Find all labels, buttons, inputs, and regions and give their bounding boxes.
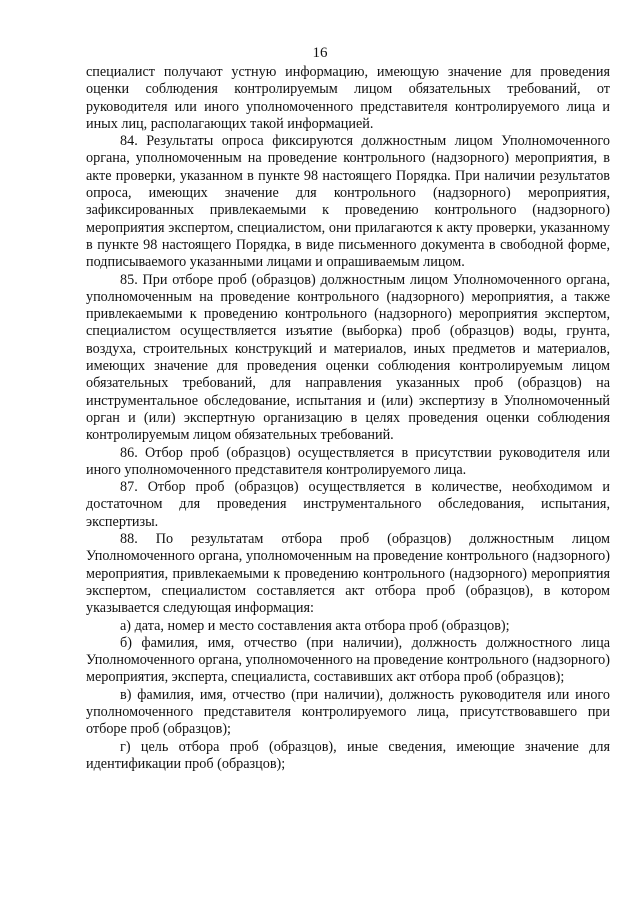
paragraph-84: 84. Результаты опроса фиксируются должностным лицом Уполномоченного органа, уполномоченным на проведение контрольного (надзорного) мероприятия, в акте проверки, указанном в пункте 98 настоящего Порядка. При наличии результатов опроса, имеющих значение для контрольного (надзорного) мероприятия, зафиксированных привлекаемыми к проведению контрольного (надзорного) мероприятия экспертом, специалистом, они прилагаются к акту проверки, указанному в пункте 98 настоящего Порядка, в виде письменного документа в свободной форме, подписываемого указанными лицами и опрашиваемым лицом. bbox=[86, 133, 610, 271]
paragraph-86: 86. Отбор проб (образцов) осуществляется в присутствии руководителя или иного уполномоченного представителя контролируемого лица. bbox=[86, 444, 610, 478]
paragraph-88-item-b: б) фамилия, имя, отчество (при наличии), должность должностного лица Уполномоченного органа, уполномоченного на проведение контрольного (надзорного) мероприятия, эксперта, специалиста, составивших акт отбора проб (образцов); bbox=[86, 634, 610, 686]
paragraph-continuation: специалист получают устную информацию, имеющую значение для проведения оценки соблюдения контролируемым лицом обязательных требований, от руководителя или иного уполномоченного представителя контролируемого лица и иных лиц, располагающих такой информацией. bbox=[86, 64, 610, 132]
paragraph-87: 87. Отбор проб (образцов) осуществляется в количестве, необходимом и достаточном для проведения инструментального обследования, испытания, экспертизы. bbox=[86, 479, 610, 530]
paragraph-88-item-a: а) дата, номер и место составления акта отбора проб (образцов); bbox=[120, 617, 510, 634]
document-body bbox=[86, 64, 610, 773]
paragraph-88-item-g: г) цель отбора проб (образцов), иные сведения, имеющие значение для идентификации проб (образцов); bbox=[86, 738, 610, 772]
paragraph-85: 85. При отборе проб (образцов) должностным лицом Уполномоченного органа, уполномоченным на проведение контрольного (надзорного) мероприятия, а также привлекаемыми к проведению контрольного (надзорного) мероприятия экспертом, специалистом осуществляется изъятие (выборка) проб (образцов) воды, грунта, воздуха, строительных конструкций и материалов, иных предметов и материалов, имеющих значение для проведения оценки соблюдения контролируемым лицом обязательных требований, для направления указанных проб (образцов) на инструментальное обследование, испытания и (или) экспертизу в Уполномоченный орган и (или) экспертную организацию в целях проведения оценки соблюдения контролируемым лицом обязательных требований. bbox=[86, 271, 610, 444]
paragraph-88-item-v: в) фамилия, имя, отчество (при наличии), должность руководителя или иного уполномоченного представителя контролируемого лица, присутствовавшего при отборе проб (образцов); bbox=[86, 686, 610, 738]
paragraph-88: 88. По результатам отбора проб (образцов) должностным лицом Уполномоченного органа, уполномоченным на проведение контрольного (надзорного) мероприятия, привлекаемыми к проведению контрольного (надзорного) мероприятия экспертом, специалистом составляется акт отбора проб (образцов), в котором указывается следующая информация: bbox=[86, 531, 610, 617]
page-number: 16 bbox=[312, 45, 328, 61]
